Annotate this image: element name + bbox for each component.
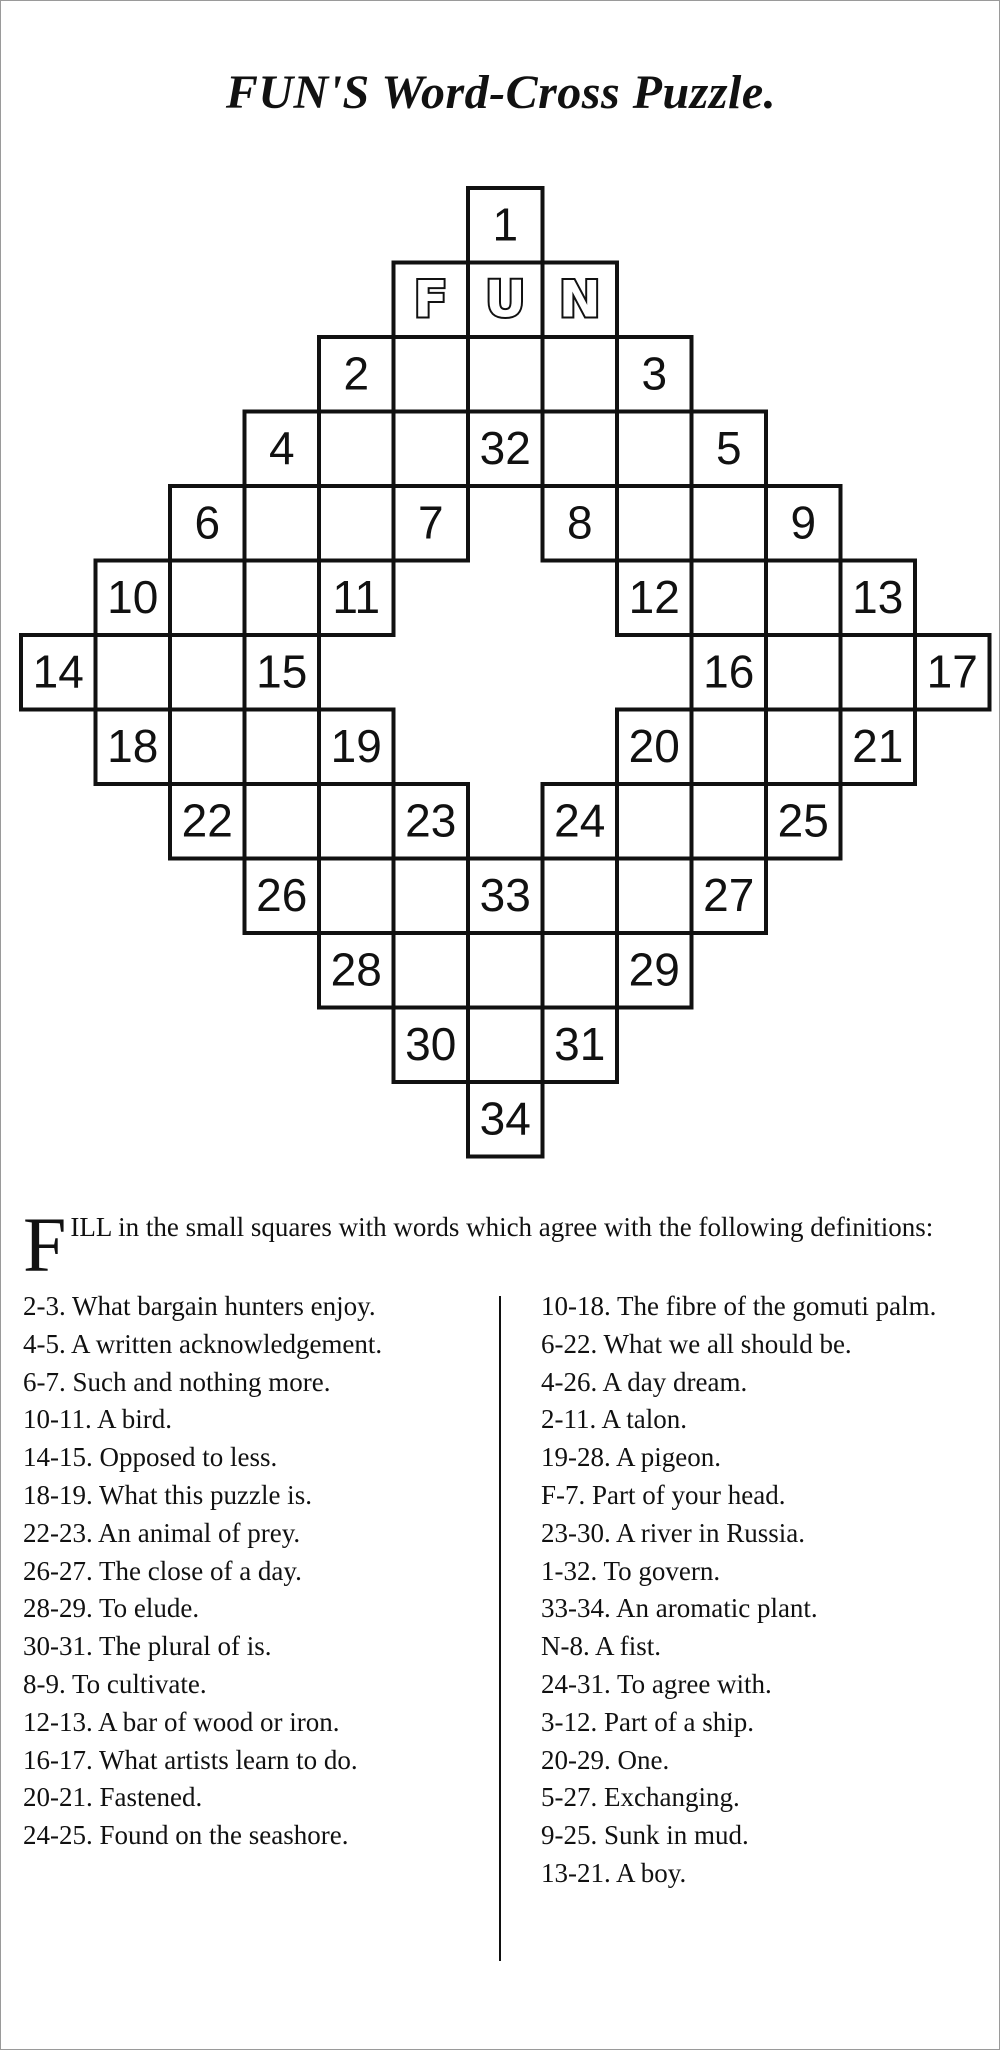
- grid-cell[interactable]: [617, 784, 692, 859]
- crossword-grid: [1, 1, 1000, 1181]
- cell-number: 5: [715, 421, 742, 474]
- clue-list-right: [541, 1288, 991, 1893]
- grid-cell[interactable]: [394, 933, 469, 1008]
- clue-item: 24-25. Found on the seashore.: [23, 1820, 349, 1851]
- cell-number: 29: [628, 943, 680, 996]
- cell-number: 3: [641, 347, 668, 400]
- grid-cell[interactable]: [245, 710, 320, 785]
- fun-letter: N: [558, 270, 601, 329]
- grid-cell[interactable]: [319, 412, 394, 487]
- clue-item: 26-27. The close of a day.: [23, 1555, 302, 1586]
- clue-item: F-7. Part of your head.: [541, 1479, 786, 1510]
- clue-item: 4-5. A written acknowledgement.: [23, 1328, 383, 1359]
- fun-letter: F: [413, 270, 448, 329]
- cell-number: 9: [790, 496, 817, 549]
- clue-list-left: [23, 1288, 483, 1855]
- grid-cell[interactable]: [543, 412, 618, 487]
- grid-cell[interactable]: [468, 337, 543, 412]
- clue-item: 22-23. An animal of prey.: [23, 1517, 301, 1548]
- clue-item: 8-9. To cultivate.: [23, 1668, 207, 1699]
- clue-item: 12-13. A bar of wood or iron.: [23, 1706, 340, 1737]
- clue-item: 9-25. Sunk in mud.: [541, 1820, 749, 1851]
- clue-item: 6-7. Such and nothing more.: [23, 1366, 331, 1397]
- instructions-text: ILL in the small squares with words which agree with the following definitions:: [70, 1212, 934, 1242]
- grid-cell[interactable]: [468, 933, 543, 1008]
- grid-cell[interactable]: [766, 561, 841, 636]
- grid-cell[interactable]: [617, 859, 692, 934]
- clue-item: 6-22. What we all should be.: [541, 1328, 852, 1359]
- cell-number: 16: [703, 645, 755, 698]
- cell-number: 10: [107, 570, 159, 623]
- cell-number: 32: [479, 421, 531, 474]
- clue-item: 13-21. A boy.: [541, 1857, 687, 1888]
- clue-item: 1-32. To govern.: [541, 1555, 721, 1586]
- grid-cell[interactable]: [766, 635, 841, 710]
- clue-item: 18-19. What this puzzle is.: [23, 1479, 312, 1510]
- cell-number: 7: [417, 496, 444, 549]
- clue-item: 5-27. Exchanging.: [541, 1782, 740, 1813]
- clue-item: N-8. A fist.: [541, 1631, 662, 1662]
- cell-number: 19: [330, 719, 382, 772]
- grid-cell[interactable]: [692, 486, 767, 561]
- grid-cell[interactable]: [319, 784, 394, 859]
- cell-number: 14: [32, 645, 84, 698]
- clue-item: 24-31. To agree with.: [541, 1668, 772, 1699]
- clue-item: 16-17. What artists learn to do.: [23, 1744, 358, 1775]
- cell-number: 22: [181, 794, 233, 847]
- cell-number: 18: [107, 719, 159, 772]
- grid-cell[interactable]: [394, 337, 469, 412]
- grid-cell[interactable]: [319, 859, 394, 934]
- grid-cell[interactable]: [692, 561, 767, 636]
- clue-item: 20-21. Fastened.: [23, 1782, 203, 1813]
- cell-number: 13: [852, 570, 904, 623]
- grid-cell[interactable]: [543, 933, 618, 1008]
- cell-number: 25: [777, 794, 829, 847]
- clue-item: 33-34. An aromatic plant.: [541, 1593, 818, 1624]
- cell-number: 6: [194, 496, 221, 549]
- grid-cell[interactable]: [841, 635, 916, 710]
- cell-number: 11: [332, 570, 381, 623]
- grid-cell[interactable]: [617, 412, 692, 487]
- grid-cell[interactable]: [319, 486, 394, 561]
- cell-number: 23: [405, 794, 457, 847]
- cell-number: 4: [268, 421, 295, 474]
- cell-number: 17: [926, 645, 978, 698]
- grid-cell[interactable]: [692, 710, 767, 785]
- cell-number: 15: [256, 645, 308, 698]
- clue-item: 2-3. What bargain hunters enjoy.: [23, 1291, 376, 1321]
- clue-item: 23-30. A river in Russia.: [541, 1517, 805, 1548]
- grid-cell[interactable]: [170, 561, 245, 636]
- grid-cell[interactable]: [692, 784, 767, 859]
- cell-number: 2: [343, 347, 370, 400]
- clue-item: 4-26. A day dream.: [541, 1366, 748, 1397]
- clue-item: 14-15. Opposed to less.: [23, 1442, 278, 1473]
- grid-cells: [21, 188, 990, 1157]
- grid-cell[interactable]: [468, 1008, 543, 1083]
- grid-cell[interactable]: [170, 710, 245, 785]
- grid-cell[interactable]: [394, 412, 469, 487]
- cell-number: 26: [256, 868, 308, 921]
- grid-cell[interactable]: [245, 486, 320, 561]
- clue-item: 10-18. The fibre of the gomuti palm.: [541, 1291, 937, 1321]
- clue-item: 2-11. A talon.: [541, 1404, 687, 1435]
- grid-cell[interactable]: [245, 561, 320, 636]
- puzzle-title: FUN'S Word-Cross Puzzle.: [225, 66, 777, 119]
- cell-number: 20: [628, 719, 680, 772]
- cell-number: 33: [479, 868, 531, 921]
- cell-number: 28: [330, 943, 382, 996]
- cell-number: 1: [492, 198, 519, 251]
- clue-item: 3-12. Part of a ship.: [541, 1706, 754, 1737]
- grid-cell[interactable]: [617, 486, 692, 561]
- grid-cell[interactable]: [96, 635, 171, 710]
- cell-number: 12: [628, 570, 680, 623]
- cell-number: 31: [554, 1017, 606, 1070]
- clue-item: 30-31. The plural of is.: [23, 1631, 272, 1662]
- drop-cap: F: [23, 1201, 67, 1288]
- instructions: [23, 1201, 983, 1288]
- grid-cell[interactable]: [394, 859, 469, 934]
- cell-number: 21: [852, 719, 904, 772]
- cell-number: 30: [405, 1017, 457, 1070]
- cell-number: 24: [554, 794, 606, 847]
- cell-number: 34: [479, 1092, 531, 1145]
- grid-cell[interactable]: [245, 784, 320, 859]
- cell-number: 27: [703, 868, 755, 921]
- grid-cell[interactable]: [543, 337, 618, 412]
- clue-item: 10-11. A bird.: [23, 1404, 173, 1435]
- grid-cell[interactable]: [543, 859, 618, 934]
- cell-number: 8: [566, 496, 593, 549]
- grid-cell[interactable]: [766, 710, 841, 785]
- grid-cell[interactable]: [170, 635, 245, 710]
- clue-item: 19-28. A pigeon.: [541, 1442, 721, 1473]
- clue-item: 28-29. To elude.: [23, 1593, 200, 1624]
- fun-letter: U: [484, 270, 526, 329]
- column-divider: [499, 1296, 501, 1961]
- clue-item: 20-29. One.: [541, 1744, 670, 1775]
